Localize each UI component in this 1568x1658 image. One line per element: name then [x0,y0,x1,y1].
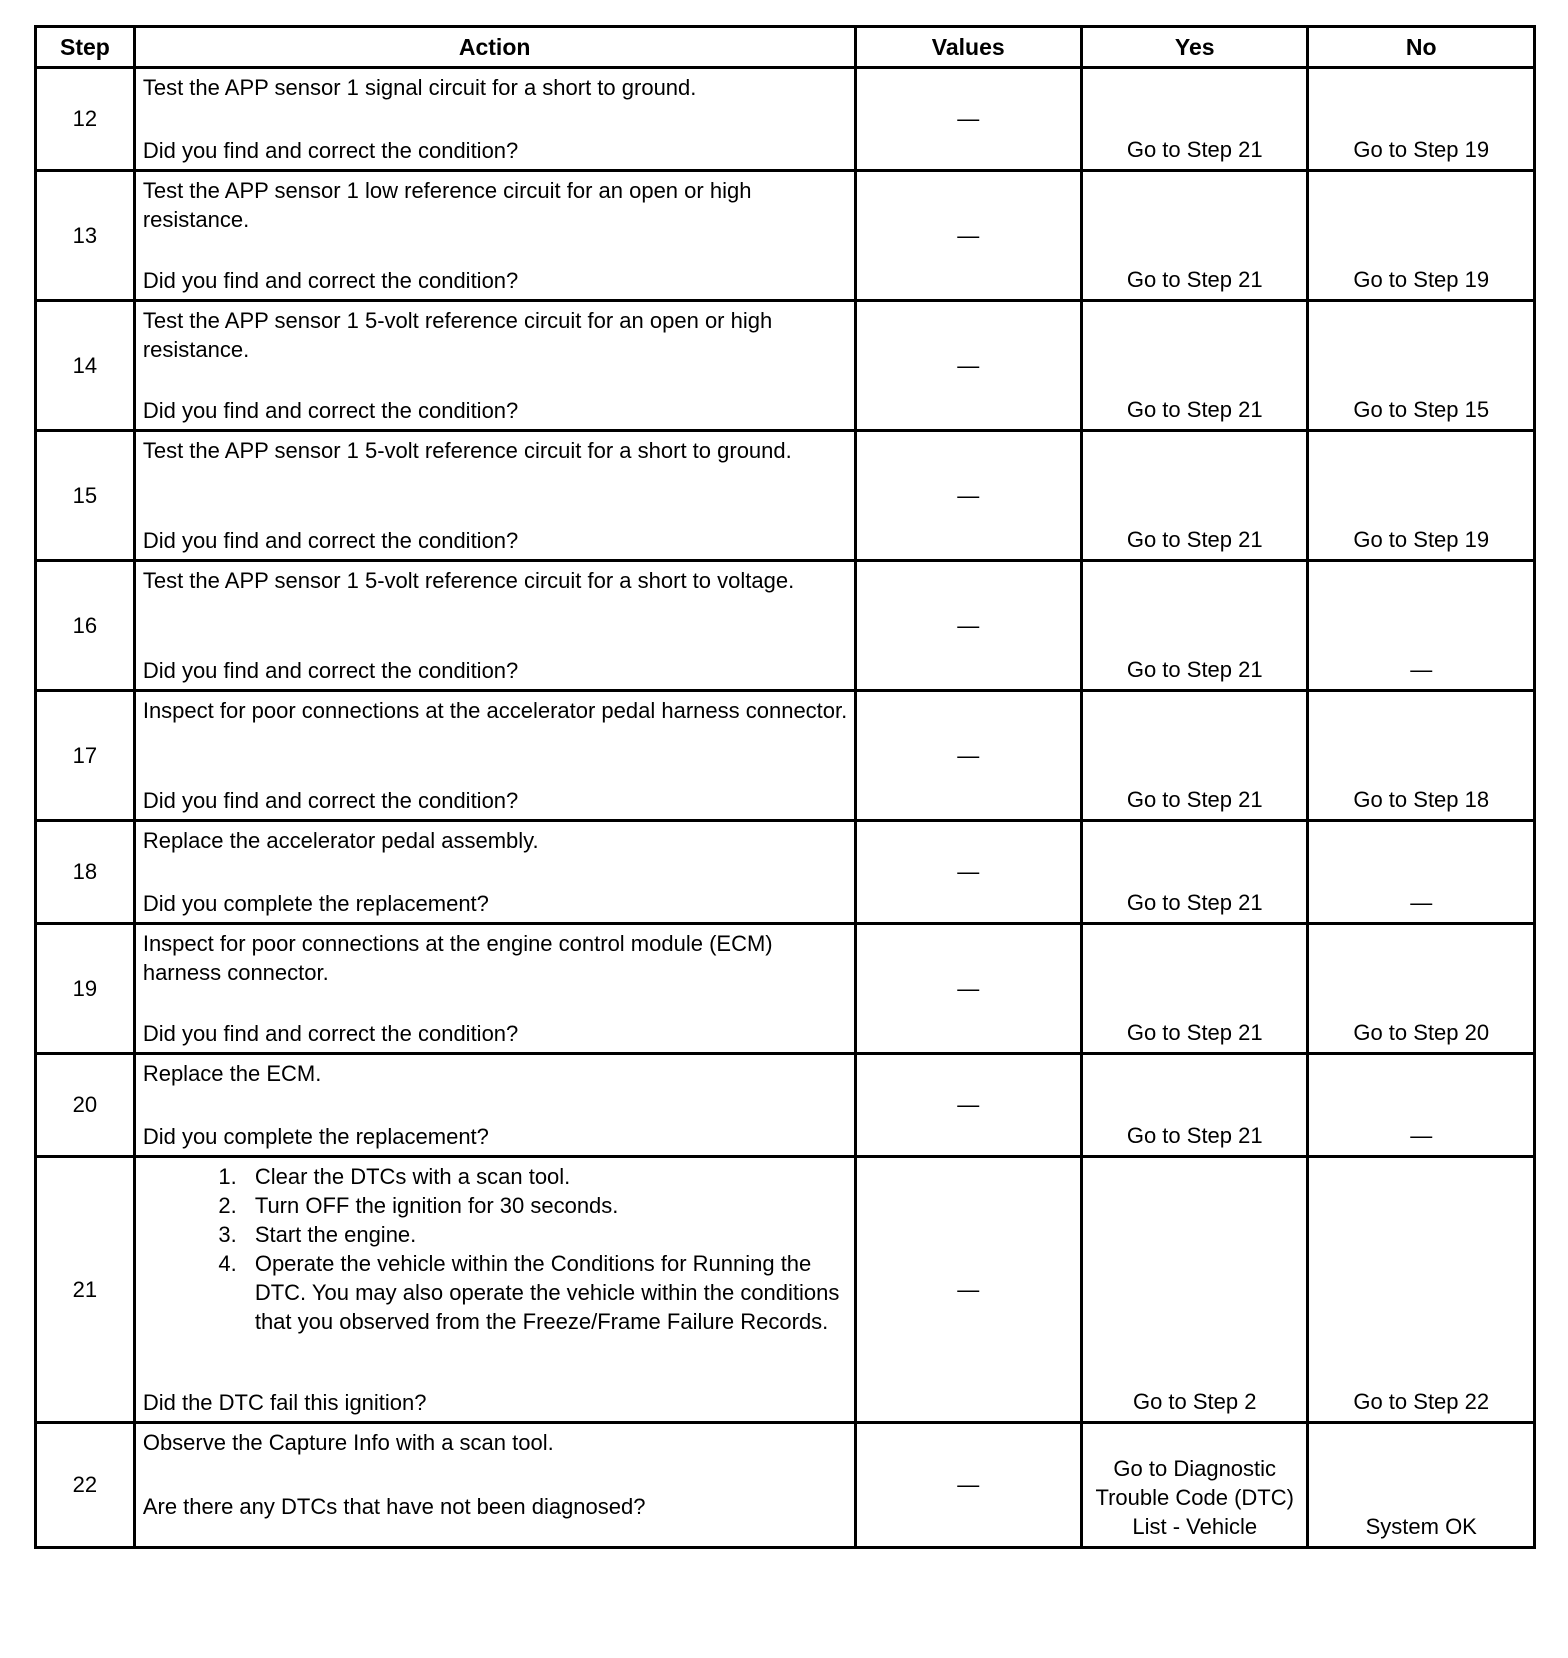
action-text: Inspect for poor connections at the engine control module (ECM) harness connector. [142,931,773,985]
no-cell: — [1308,1054,1535,1157]
action-text: Observe the Capture Info with a scan tool. [142,1430,554,1455]
step-number: 20 [36,1054,135,1157]
action-question: Did you find and correct the condition? [142,528,519,553]
table-row [36,561,1535,691]
values-cell: — [855,431,1081,561]
yes-cell: Go to Step 21 [1081,561,1307,691]
values-cell: — [855,821,1081,924]
action-cell [134,924,855,1054]
yes-cell: Go to Step 21 [1081,691,1307,821]
action-question: Did you complete the replacement? [142,1124,489,1149]
no-cell: — [1308,821,1535,924]
action-question: Did you find and correct the condition? [142,398,519,423]
list-item: 4. Operate the vehicle within the Conditions for Running the DTC. You may also operate the vehicle within the conditions that you observed from the Freeze/Frame Failure Records. [243,1249,848,1336]
no-cell: Go to Step 19 [1308,171,1535,301]
table-row [36,1157,1535,1423]
yes-cell: Go to Diagnostic Trouble Code (DTC) List - Vehicle [1081,1423,1307,1548]
table-row [36,431,1535,561]
action-question: Did you find and correct the condition? [142,658,519,683]
action-cell [134,821,855,924]
action-cell [134,561,855,691]
action-cell [134,431,855,561]
step-number: 12 [36,68,135,171]
no-cell: Go to Step 22 [1308,1157,1535,1423]
action-steps-list [143,1162,848,1336]
action-text: Test the APP sensor 1 signal circuit for a short to ground. [142,75,697,100]
yes-cell: Go to Step 21 [1081,431,1307,561]
action-cell [134,691,855,821]
step-number: 16 [36,561,135,691]
values-cell: — [855,171,1081,301]
yes-cell: Go to Step 21 [1081,68,1307,171]
values-cell: — [855,68,1081,171]
step-number: 21 [36,1157,135,1423]
values-cell: — [855,924,1081,1054]
yes-cell: Go to Step 21 [1081,301,1307,431]
table-row [36,924,1535,1054]
table-row [36,1054,1535,1157]
yes-cell: Go to Step 2 [1081,1157,1307,1423]
no-cell: Go to Step 20 [1308,924,1535,1054]
step-number: 15 [36,431,135,561]
step-number: 13 [36,171,135,301]
list-item: 2. Turn OFF the ignition for 30 seconds. [243,1191,848,1220]
action-cell [134,301,855,431]
step-number: 22 [36,1423,135,1548]
step-number: 19 [36,924,135,1054]
action-cell [134,68,855,171]
action-question: Did you complete the replacement? [142,891,489,916]
list-item: 3. Start the engine. [243,1220,848,1249]
header-row [36,27,1535,68]
no-cell: Go to Step 18 [1308,691,1535,821]
table-row [36,301,1535,431]
action-question: Did the DTC fail this ignition? [142,1390,427,1415]
action-question: Did you find and correct the condition? [142,138,519,163]
table-row [36,171,1535,301]
diagnostic-table [34,25,1536,1549]
action-text: Replace the accelerator pedal assembly. [142,828,539,853]
action-question: Did you find and correct the condition? [142,268,519,293]
action-question: Did you find and correct the condition? [142,1021,519,1046]
action-cell [134,1423,855,1548]
values-cell: — [855,301,1081,431]
yes-cell: Go to Step 21 [1081,171,1307,301]
table-row [36,691,1535,821]
action-text: Test the APP sensor 1 5-volt reference circuit for a short to voltage. [142,568,795,593]
no-cell: Go to Step 19 [1308,68,1535,171]
values-cell: — [855,561,1081,691]
action-cell [134,171,855,301]
no-cell: — [1308,561,1535,691]
no-cell: Go to Step 15 [1308,301,1535,431]
action-text: Replace the ECM. [142,1061,322,1086]
list-item: 1. Clear the DTCs with a scan tool. [243,1162,848,1191]
header-step: Step [36,27,135,68]
values-cell: — [855,1157,1081,1423]
action-cell [134,1157,855,1423]
values-cell: — [855,1054,1081,1157]
header-action: Action [134,27,855,68]
yes-cell: Go to Step 21 [1081,821,1307,924]
yes-cell: Go to Step 21 [1081,924,1307,1054]
header-no: No [1308,27,1535,68]
action-text: Test the APP sensor 1 5-volt reference circuit for an open or high resistance. [142,308,773,362]
yes-cell: Go to Step 21 [1081,1054,1307,1157]
step-number: 17 [36,691,135,821]
no-cell: System OK [1308,1423,1535,1548]
table-row [36,68,1535,171]
step-number: 18 [36,821,135,924]
action-question: Did you find and correct the condition? [142,788,519,813]
action-text: Test the APP sensor 1 low reference circuit for an open or high resistance. [142,178,752,232]
step-number: 14 [36,301,135,431]
header-yes: Yes [1081,27,1307,68]
values-cell: — [855,691,1081,821]
action-text: Test the APP sensor 1 5-volt reference circuit for a short to ground. [142,438,792,463]
header-values: Values [855,27,1081,68]
table-row [36,1423,1535,1548]
action-text: Inspect for poor connections at the accelerator pedal harness connector. [142,698,848,723]
action-question: Are there any DTCs that have not been diagnosed? [142,1494,646,1519]
values-cell: — [855,1423,1081,1548]
no-cell: Go to Step 19 [1308,431,1535,561]
action-cell [134,1054,855,1157]
table-row [36,821,1535,924]
